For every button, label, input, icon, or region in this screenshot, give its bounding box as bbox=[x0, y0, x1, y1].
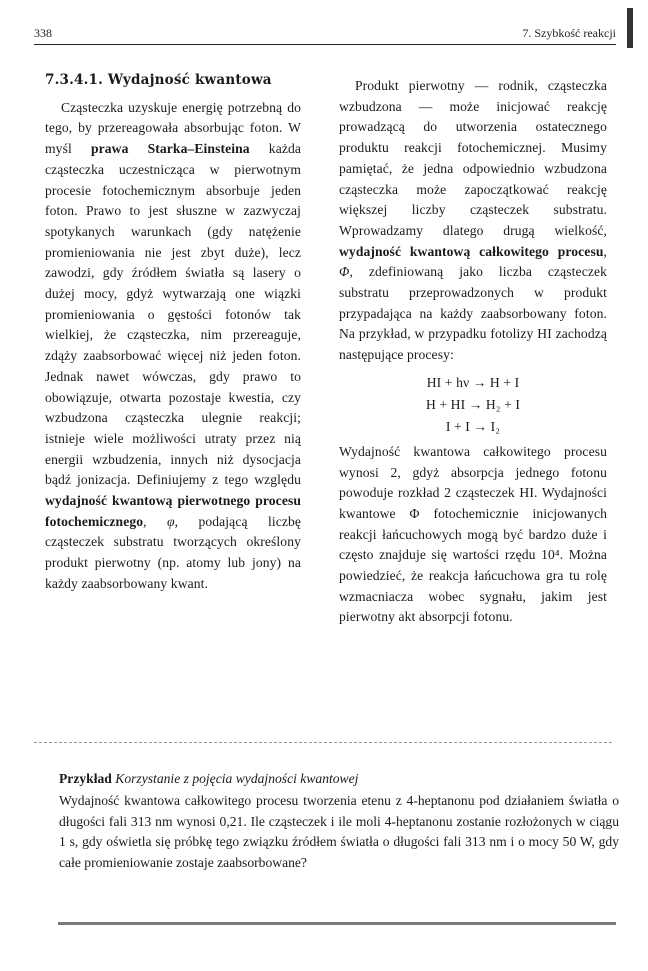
paragraph-right-1 bbox=[339, 76, 607, 366]
term-primary-quantum-yield: wydajność kwantową pierwotnego procesu fotochemicznego bbox=[45, 493, 301, 529]
running-header bbox=[34, 26, 616, 42]
page-edge-mark bbox=[627, 8, 633, 48]
right-column bbox=[339, 76, 607, 628]
equation: HI + hν → H + I bbox=[426, 374, 520, 390]
header-rule bbox=[34, 44, 616, 45]
text-run: , bbox=[603, 243, 607, 259]
example-box bbox=[59, 769, 619, 873]
text-run: , bbox=[143, 513, 167, 529]
equation: I + I → I₂ bbox=[445, 418, 501, 434]
term-stark-einstein: prawa Starka–Einsteina bbox=[90, 141, 250, 157]
example-heading bbox=[59, 769, 619, 789]
section-separator bbox=[34, 742, 612, 743]
text-run: każda cząsteczka uczestnicząca w pierwotnym procesie fotochemicznym absorbuje jeden foton. Prawo to jest słuszne w zazwyczaj spotykanych warunkach (gdy natężenie promieniowania nie jest zbyt duże), lecz zawodzi, gdy źródłem światła są lasery o dużej mocy, gdyż wytwarzają one wiązki promieniowania o gęstości fotonów tak wielkiej, że cząsteczka, nim przereaguje, zdąży zaabsorbować więcej niż jeden foton. Jednak nawet wówczas, gdy prawo to obowiązuje, otwarta pozostaje kwestia, czy wzbudzona cząsteczka ulegnie reakcji; istnieje wiele możliwości utraty przez nią energii wzbudzenia, innych niż dysocjacja bądź jonizacja. Definiujemy z tego względu bbox=[45, 141, 301, 488]
symbol-phi-capital: Φ bbox=[339, 264, 350, 280]
term-overall-quantum-yield: wydajność kwantową całkowitego procesu bbox=[339, 243, 604, 259]
page-number: 338 bbox=[34, 26, 52, 40]
paragraph-right-2: Wydajność kwantowa całkowitego procesu wynosi 2, gdyż absorpcja jednego fotonu powoduje rozkład 2 cząsteczek HI. Wydajności kwantowe Φ fotochemicznie inicjowanych reakcji łańcuchowych mogą być bardzo duże i często znajduje się wartości rzędu 10⁴. Można powiedzieć, że reakcja łańcuchowa gra tu rolę wzmacniacza wobec sygnału, jakim jest pierwotny akt absorpcji fotonu. bbox=[339, 443, 607, 625]
text-run: , zdefiniowaną jako liczba cząsteczek substratu przeprowadzonych w produkt przypadająca na każdy zaabsorbowany foton. Na przykład, w przypadku fotolizy HI zachodzą następujące procesy: bbox=[339, 264, 607, 363]
section-heading: 7.3.4.1. Wydajność kwantowa bbox=[45, 72, 272, 88]
paragraph-left bbox=[45, 98, 301, 595]
symbol-phi-small: φ bbox=[167, 513, 175, 529]
example-subtitle: Korzystanie z pojęcia wydajności kwantowej bbox=[115, 771, 359, 786]
text-run: Produkt pierwotny — rodnik, cząsteczka wzbudzona — może inicjować reakcję prowadzącą do utworzenia ostatecznego produktu reakcji fotochemicznej. Musimy pamiętać, że jedna odpowiednio wzbudzona cząsteczka może zapoczątkować reakcję większej liczby cząsteczek substratu. Wprowadzamy dlatego drugą wielkość, bbox=[339, 78, 607, 238]
chapter-title: 7. Szybkość reakcji bbox=[522, 26, 616, 40]
left-column bbox=[45, 70, 301, 595]
example-text: Wydajność kwantowa całkowitego procesu tworzenia etenu z 4-heptanonu pod działaniem światła o długości fali 313 nm wynosi 0,21. Ile cząsteczek i ile moli 4-heptanonu zostanie rozłożonych w ciągu 1 s, gdy oświetla się próbkę tego związku źródłem światła o długości fali 313 nm i o mocy 50 W, gdy całe promieniowanie zostaje zaabsorbowane? bbox=[59, 793, 619, 870]
equations-block bbox=[339, 372, 607, 438]
text-run: , podającą liczbę cząsteczek substratu tworzących określony produkt pierwotny (np. atomy lub jony) na każdy zaabsorbowany kwant. bbox=[45, 513, 301, 591]
bottom-rule bbox=[58, 922, 616, 925]
equation: H + HI → H₂ + I bbox=[425, 396, 521, 412]
text-run: Cząsteczka uzyskuje energię potrzebną do tego, by przereagowała absorbując foton. W myśl bbox=[45, 99, 301, 157]
example-label: Przykład bbox=[59, 771, 112, 786]
